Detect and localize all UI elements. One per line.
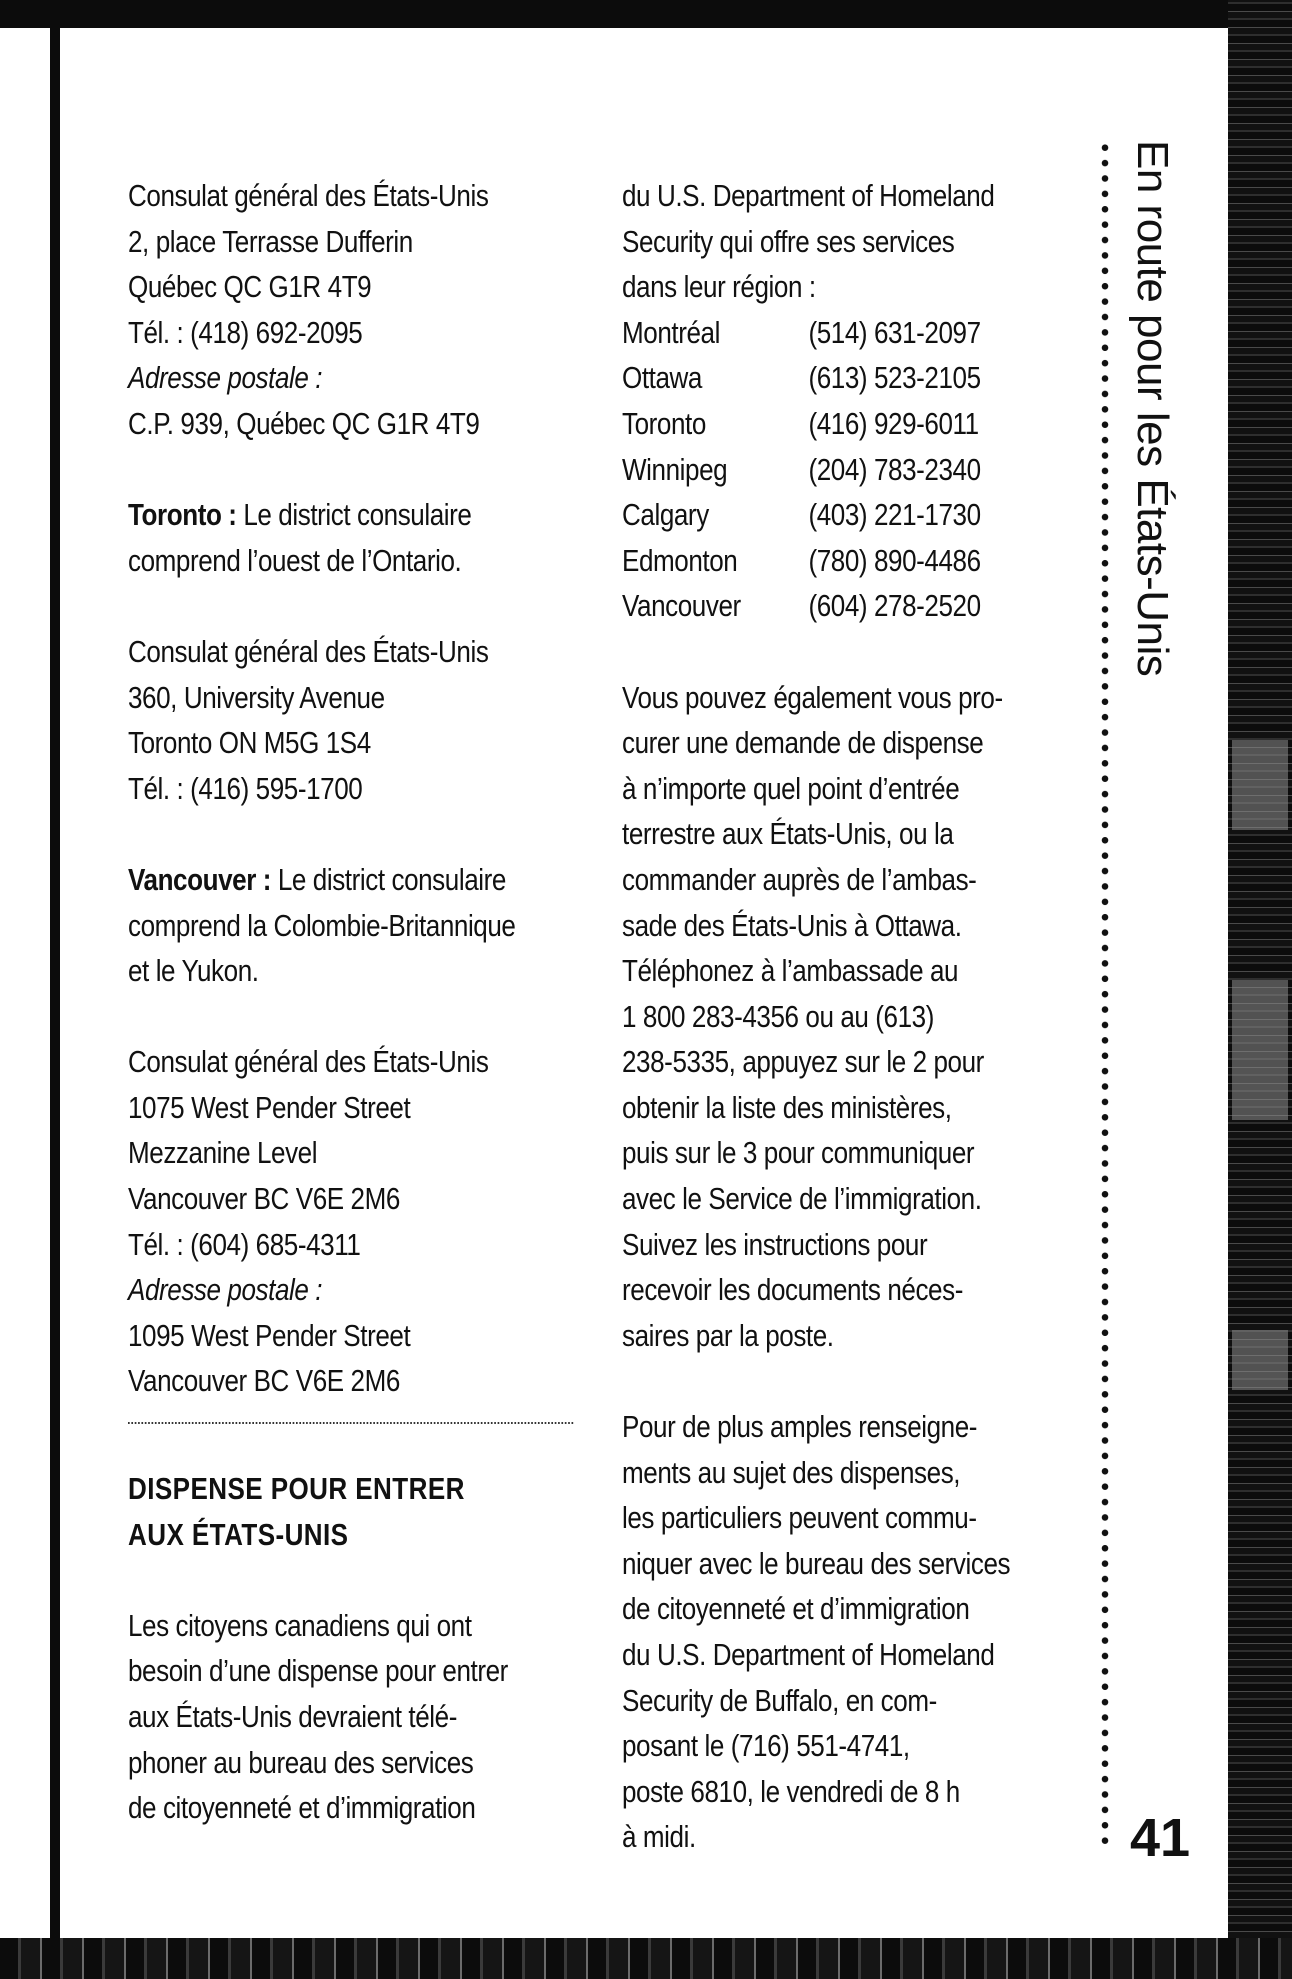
office-phone: (514) 631-2097 xyxy=(808,314,981,350)
district-text: comprend l’ouest de l’Ontario. xyxy=(128,542,462,578)
scan-border-bottom xyxy=(0,1938,1292,1979)
office-row xyxy=(622,447,1076,493)
section-divider xyxy=(128,1422,573,1424)
office-city: Ottawa xyxy=(622,360,702,396)
paragraph-line: phoner au bureau des services xyxy=(128,1744,474,1780)
office-phone-list xyxy=(622,310,1076,629)
paragraph-line: posant le (716) 551-4741, xyxy=(622,1728,910,1764)
paragraph-line: ments au sujet des dispenses, xyxy=(622,1454,961,1490)
section-heading xyxy=(128,1466,598,1557)
office-phone: (613) 523-2105 xyxy=(808,360,981,396)
office-city: Vancouver xyxy=(622,588,741,624)
address-line: 2, place Terrasse Dufferin xyxy=(128,223,413,259)
office-phone: (604) 278-2520 xyxy=(808,588,981,624)
paragraph-line: Les citoyens canadiens qui ont xyxy=(128,1607,472,1643)
mailing-address-label: Adresse postale : xyxy=(128,360,323,396)
paragraph-line: obtenir la liste des ministères, xyxy=(622,1089,952,1125)
mailing-address-label: Adresse postale : xyxy=(128,1272,323,1308)
paragraph-line: curer une demande de dispense xyxy=(622,725,984,761)
district-text: et le Yukon. xyxy=(128,953,259,989)
mailing-address-line: 1095 West Pender Street xyxy=(128,1317,411,1353)
paragraph-line: Téléphonez à l’ambassade au xyxy=(622,953,959,989)
address-line: Toronto ON M5G 1S4 xyxy=(128,725,371,761)
intro-text xyxy=(622,173,1076,310)
district-text: comprend la Colombie-Britannique xyxy=(128,907,516,943)
office-row xyxy=(622,583,1076,629)
paragraph-line: de citoyenneté et d’immigration xyxy=(622,1591,970,1627)
heading-line: AUX ÉTATS-UNIS xyxy=(128,1516,349,1552)
paragraph-line: sade des États-Unis à Ottawa. xyxy=(622,907,962,943)
district-label: Vancouver : xyxy=(128,861,272,897)
paragraph-line: commander auprès de l’ambas- xyxy=(622,861,977,897)
paragraph-line: dans leur région : xyxy=(622,269,816,305)
paragraph-line: terrestre aux États-Unis, ou la xyxy=(622,816,954,852)
district-text: Le district consulaire xyxy=(243,497,472,533)
address-line: Consulat général des États-Unis xyxy=(128,1044,489,1080)
office-phone: (780) 890-4486 xyxy=(808,542,981,578)
paragraph-line: Vous pouvez également vous pro- xyxy=(622,679,1003,715)
office-city: Edmonton xyxy=(622,542,738,578)
paragraph-line: saires par la poste. xyxy=(622,1317,834,1353)
office-row xyxy=(622,538,1076,584)
paragraph-line: recevoir les documents néces- xyxy=(622,1272,963,1308)
vancouver-consulate-address xyxy=(128,1039,598,1404)
paragraph-line: aux États-Unis devraient télé- xyxy=(128,1699,457,1734)
district-text: Le district consulaire xyxy=(277,861,506,897)
mailing-address-line: C.P. 939, Québec QC G1R 4T9 xyxy=(128,405,480,441)
phone-line: Tél. : (416) 595-1700 xyxy=(128,770,363,806)
office-phone: (416) 929-6011 xyxy=(808,405,979,441)
address-line: Québec QC G1R 4T9 xyxy=(128,269,372,305)
toronto-district xyxy=(128,492,598,583)
paragraph-line: Suivez les instructions pour xyxy=(622,1226,928,1262)
paragraph-line: du U.S. Department of Homeland xyxy=(622,1637,995,1672)
address-line: Mezzanine Level xyxy=(128,1135,318,1171)
paragraph-more-info xyxy=(622,1404,1076,1860)
running-head: En route pour les États-Unis xyxy=(1128,140,1177,677)
paragraph-line: poste 6810, le vendredi de 8 h xyxy=(622,1773,960,1809)
paragraph-line: à n’importe quel point d’entrée xyxy=(622,770,960,806)
right-column xyxy=(622,173,1076,1860)
office-city: Montréal xyxy=(622,314,720,350)
scan-noise xyxy=(1232,740,1288,830)
paragraph-line: besoin d’une dispense pour entrer xyxy=(128,1653,508,1689)
toronto-consulate-address xyxy=(128,629,598,811)
scan-noise xyxy=(1232,980,1288,1120)
paragraph-line: avec le Service de l’immigration. xyxy=(622,1181,982,1217)
office-city: Toronto xyxy=(622,405,706,441)
dotted-margin-rule xyxy=(1098,140,1112,1852)
office-row xyxy=(622,492,1076,538)
address-line: 1075 West Pender Street xyxy=(128,1089,411,1125)
page-number: 41 xyxy=(1130,1808,1191,1868)
paragraph-line: 238-5335, appuyez sur le 2 pour xyxy=(622,1044,984,1080)
paragraph-line: 1 800 283-4356 ou au (613) xyxy=(622,998,934,1034)
scan-noise xyxy=(1232,1330,1288,1390)
paragraph-waiver-request xyxy=(622,675,1076,1359)
quebec-consulate-address xyxy=(128,173,598,447)
paragraph-line: Pour de plus amples renseigne- xyxy=(622,1409,978,1445)
office-row xyxy=(622,355,1076,401)
office-city: Calgary xyxy=(622,497,709,533)
paragraph-line: de citoyenneté et d’immigration xyxy=(128,1790,476,1826)
scan-border-left xyxy=(50,28,60,1948)
address-line: Vancouver BC V6E 2M6 xyxy=(128,1181,400,1217)
office-city: Winnipeg xyxy=(622,451,728,487)
phone-line: Tél. : (418) 692-2095 xyxy=(128,314,363,350)
office-phone: (204) 783-2340 xyxy=(808,451,981,487)
paragraph-line: Security qui offre ses services xyxy=(622,223,955,259)
paragraph-line: du U.S. Department of Homeland xyxy=(622,178,995,213)
paragraph-line: Security de Buffalo, en com- xyxy=(622,1682,937,1718)
phone-line: Tél. : (604) 685-4311 xyxy=(128,1226,361,1262)
vancouver-district xyxy=(128,857,598,994)
heading-line: DISPENSE POUR ENTRER xyxy=(128,1471,465,1507)
mailing-address-line: Vancouver BC V6E 2M6 xyxy=(128,1363,400,1399)
paragraph-line: puis sur le 3 pour communiquer xyxy=(622,1135,975,1171)
paragraph-line: les particuliers peuvent commu- xyxy=(622,1500,977,1536)
office-phone: (403) 221-1730 xyxy=(808,497,981,533)
scan-border-top xyxy=(0,0,1292,28)
left-column xyxy=(128,173,598,1831)
district-label: Toronto : xyxy=(128,497,237,533)
section-paragraph xyxy=(128,1603,598,1831)
paragraph-line: niquer avec le bureau des services xyxy=(622,1545,1011,1581)
address-line: Consulat général des États-Unis xyxy=(128,633,489,669)
office-row xyxy=(622,401,1076,447)
paragraph-line: à midi. xyxy=(622,1819,696,1855)
address-line: Consulat général des États-Unis xyxy=(128,178,489,213)
office-row xyxy=(622,310,1076,356)
address-line: 360, University Avenue xyxy=(128,679,385,715)
